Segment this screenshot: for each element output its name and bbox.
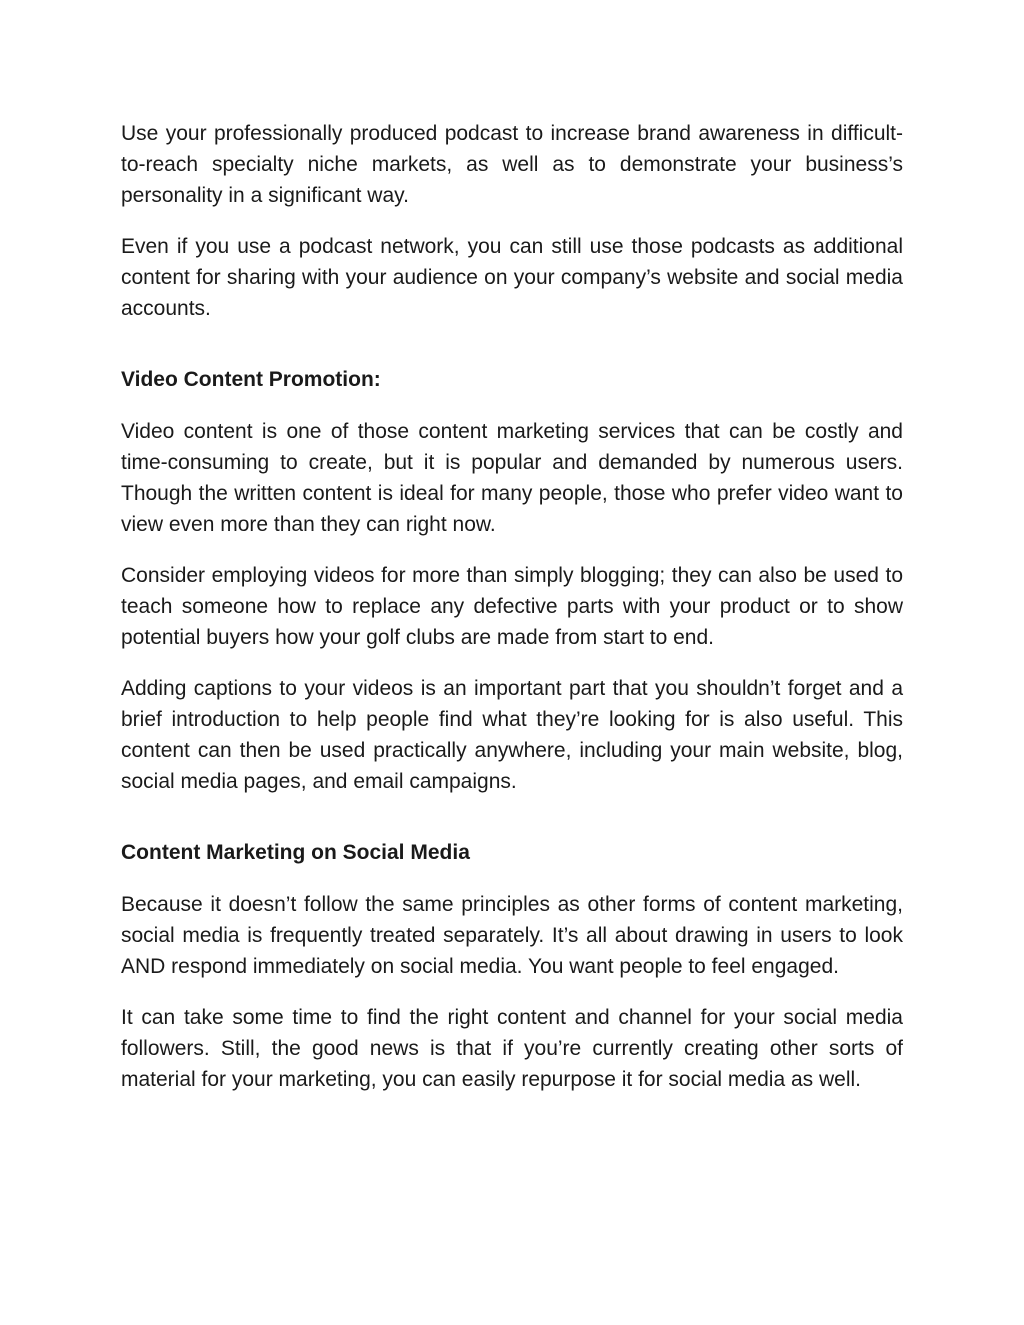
paragraph-video-content-costly: Video content is one of those content marketing services that can be costly and time-consuming to create, but it is popular and demanded by numerous users. Though the written content is ideal for many people, those who prefer video want to view even more than they can right now.	[121, 420, 903, 536]
paragraph-podcast-brand-awareness: Use your professionally produced podcast to increase brand awareness in difficult-to-reach specialty niche markets, as well as to demonstrate your business’s personality in a significant way.	[121, 122, 903, 207]
paragraph-video-uses: Consider employing videos for more than simply blogging; they can also be used to teach someone how to replace any defective parts with your product or to show potential buyers how your golf clubs are made from start to end.	[121, 564, 903, 649]
heading-content-marketing-social-media: Content Marketing on Social Media	[121, 841, 470, 864]
paragraph-video-captions: Adding captions to your videos is an important part that you shouldn’t forget and a brief introduction to help people find what they’re looking for is also useful. This content can then be used practically anywhere, including your main website, blog, social media pages, and email campaigns.	[121, 677, 903, 793]
paragraph-social-media-repurpose: It can take some time to find the right content and channel for your social media followers. Still, the good news is that if you’re currently creating other sorts of material for your marketing, you can easily repurpose it for social media as well.	[121, 1006, 903, 1091]
paragraph-podcast-network: Even if you use a podcast network, you can still use those podcasts as additional content for sharing with your audience on your company’s website and social media accounts.	[121, 235, 903, 320]
heading-video-content-promotion: Video Content Promotion:	[121, 368, 381, 391]
paragraph-social-media-principles: Because it doesn’t follow the same principles as other forms of content marketing, social media is frequently treated separately. It’s all about drawing in users to look AND respond immediately on social media. You want people to feel engaged.	[121, 893, 903, 978]
document-page	[121, 118, 903, 1115]
